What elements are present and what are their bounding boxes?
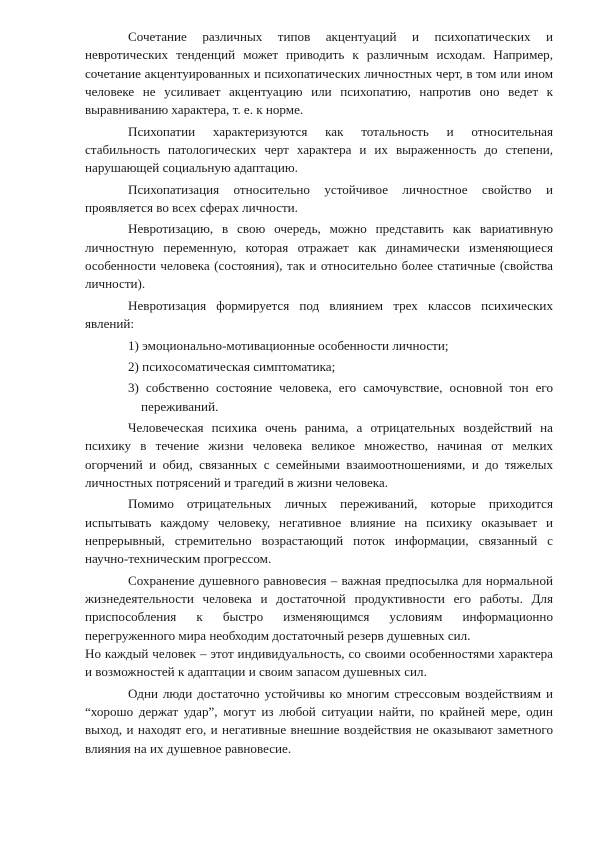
paragraph: Одни люди достаточно устойчивы ко многим стрессовым воздействиям и “хорошо держат удар”, могут из любой ситуации найти, по крайней мере, один выход, и находят его, и негативные внешние воздействия не оказывают заметного влияния на их душевное равновесие. bbox=[85, 685, 553, 756]
document-page bbox=[85, 28, 553, 758]
paragraph: Сочетание различных типов акцентуаций и психопатических и невротических тенденций может приводить к различным исходам. Например, сочетание акцентуированных и психопатических личностных черт, в том или ином человеке не усиливает акцентуацию или психопатию, напротив оно ведет к выравниванию характера, т. е. к норме. bbox=[85, 29, 553, 118]
paragraph: Но каждый человек – этот индивидуальность, со своими особенностями характера и возможностей к адаптации и своим запасом душевных сил. bbox=[85, 646, 553, 680]
paragraph: Невротизацию, в свою очередь, можно представить как вариативную личностную переменную, которая отражает как динамически изменяющиеся особенности человека (состояния), так и относительно более статичные (свойства личности). bbox=[85, 221, 553, 292]
paragraph: Психопатии характеризуются как тотальность и относительная стабильность патологических черт характера и их выраженность до степени, нарушающей социальную адаптацию. bbox=[85, 123, 553, 176]
paragraph: Невротизация формируется под влиянием трех классов психических явлений: bbox=[85, 297, 553, 332]
paragraph: Сохранение душевного равновесия – важная предпосылка для нормальной жизнедеятельности человека и достаточной продуктивности его работы. Для приспособления к быстро изменяющимся условиям информационно перегруженного мира необходим достаточный резерв душевных сил. bbox=[85, 572, 553, 643]
paragraph: Человеческая психика очень ранима, а отрицательных воздействий на психику в течение жизни человека великое множество, начиная от мелких огорчений и обид, связанных с семейными взаимоотношениями, и до тяжелых личностных потрясений и трагедий в жизни человека. bbox=[85, 419, 553, 490]
paragraph: Помимо отрицательных личных переживаний, которые приходится испытывать каждому человеку, негативное влияние на психику оказывает и непрерывный, стремительно возрастающий поток информации, связанный с научно-техническим прогрессом. bbox=[85, 496, 553, 567]
list-item: 1) эмоционально-мотивационные особенности личности; bbox=[128, 337, 449, 353]
list-item: 2) психосоматическая симптоматика; bbox=[128, 358, 336, 374]
paragraph: Психопатизация относительно устойчивое личностное свойство и проявляется во всех сферах личности. bbox=[85, 181, 553, 216]
list-item: 3) собственно состояние человека, его самочувствие, основной тон его переживаний. bbox=[128, 380, 553, 414]
